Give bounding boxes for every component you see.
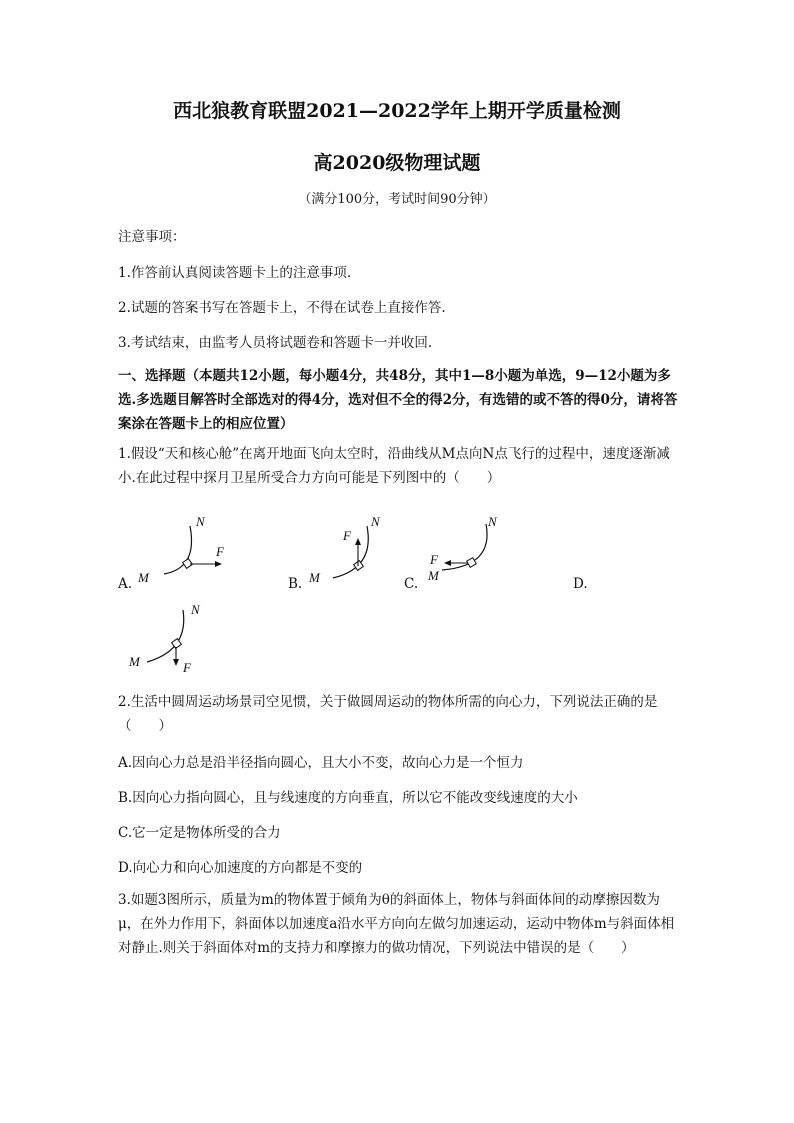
option-c-diagram bbox=[420, 512, 520, 592]
arrow-head bbox=[355, 538, 361, 545]
arrow-head bbox=[215, 561, 222, 567]
exam-title-line2: 高2020级物理试题 bbox=[313, 152, 481, 174]
label-m: M bbox=[309, 570, 320, 585]
label-f: F bbox=[430, 552, 438, 567]
label-f: F bbox=[183, 660, 191, 675]
q2-option-c: C.它一定是物体所受的合力 bbox=[118, 825, 281, 841]
label-f: F bbox=[343, 528, 351, 543]
exam-subtitle: （满分100分，考试时间90分钟） bbox=[298, 192, 496, 207]
arrow-head bbox=[173, 659, 179, 666]
note-item-1: 1.作答前认真阅读答题卡上的注意事项. bbox=[118, 265, 352, 281]
note-item-3: 3.考试结束，由监考人员将试题卷和答题卡一并收回. bbox=[118, 335, 433, 351]
option-a-diagram bbox=[130, 512, 240, 592]
option-d-label: D. bbox=[573, 576, 588, 592]
label-m: M bbox=[428, 568, 439, 583]
option-b-diagram bbox=[305, 512, 395, 592]
label-f: F bbox=[216, 544, 224, 559]
question-2-stem: 2.生活中圆周运动场景司空见惯，关于做圆周运动的物体所需的向心力，下列说法正确的是（ ） bbox=[118, 694, 658, 734]
option-a-label: A. bbox=[118, 576, 133, 592]
question-1-stem: 1.假设“天和核心舱”在离开地面飞向太空时，沿曲线从M点向N点飞行的过程中，速度逐渐减小.在此过程中探月卫星所受合力方向可能是下列图中的（ ） bbox=[118, 446, 670, 486]
question-3-stem: 3.如题3图所示，质量为m的物体置于倾角为θ的斜面体上，物体与斜面体间的动摩擦因数为μ，在外力作用下，斜面体以加速度a沿水平方向向左做匀加速运动，运动中物体m与斜面体相对静止.则关于斜面体对m的支持力和摩擦力的做功情况，下列说法中错误的是（ ） bbox=[118, 892, 675, 956]
label-n: N bbox=[371, 514, 380, 529]
notes-heading: 注意事项： bbox=[118, 229, 186, 245]
section-heading: 一、选择题（本题共12小题，每小题4分，共48分，其中1—8小题为单选，9—12小题为多选.多选题目解答时全部选对的得4分，选对但不全的得2分，有选错的或不答的得0分，请将答案涂在答题卡上的相应位置） bbox=[118, 368, 678, 432]
label-m: M bbox=[129, 654, 140, 669]
exam-title-line1: 西北狼教育联盟2021—2022学年上期开学质量检测 bbox=[173, 100, 621, 122]
label-m: M bbox=[138, 570, 149, 585]
arrow-head bbox=[444, 560, 451, 566]
q2-option-d: D.向心力和向心加速度的方向都是不变的 bbox=[118, 860, 363, 876]
label-n: N bbox=[196, 514, 205, 529]
q2-option-b: B.因向心力指向圆心，且与线速度的方向垂直，所以它不能改变线速度的大小 bbox=[118, 790, 578, 806]
option-c-label: C. bbox=[404, 576, 419, 592]
body-marker bbox=[467, 558, 477, 568]
option-b-label: B. bbox=[288, 576, 303, 592]
label-n: N bbox=[191, 602, 200, 617]
q2-option-a: A.因向心力总是沿半径指向圆心，且大小不变，故向心力是一个恒力 bbox=[118, 755, 524, 771]
note-item-2: 2.试题的答案书写在答题卡上，不得在试卷上直接作答. bbox=[118, 300, 446, 316]
label-n: N bbox=[488, 514, 497, 529]
trajectory-curve bbox=[147, 610, 184, 662]
option-d-diagram bbox=[125, 600, 225, 680]
